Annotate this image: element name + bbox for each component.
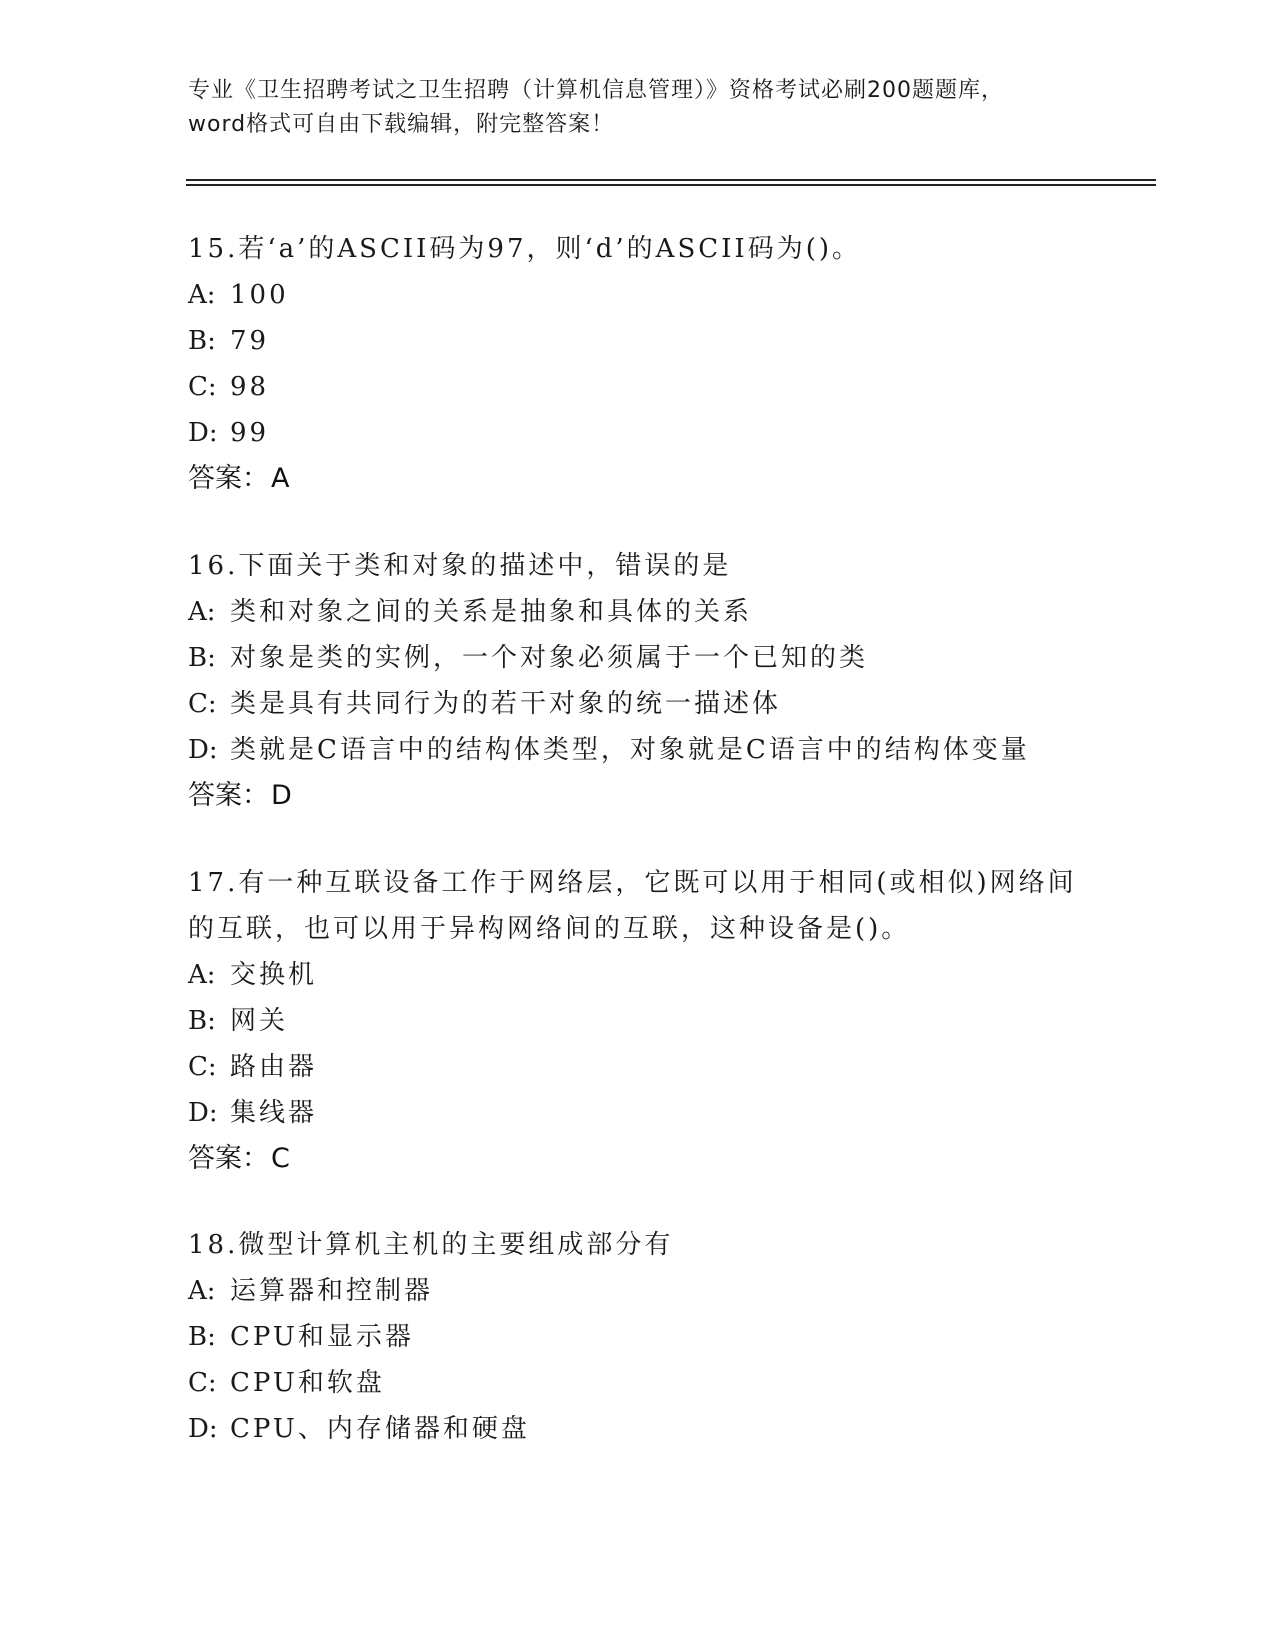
option-text: 对象是类的实例，一个对象必须属于一个已知的类: [230, 643, 869, 673]
question-text: 微型计算机主机的主要组成部分有: [238, 1230, 674, 1260]
option-d: [188, 410, 1088, 456]
option-key: C:: [188, 1368, 217, 1398]
answer-line: [188, 456, 1088, 502]
option-a: [188, 272, 1088, 318]
option-text: 类和对象之间的关系是抽象和具体的关系: [230, 597, 753, 627]
option-key: B:: [188, 326, 216, 356]
option-c: [188, 681, 1088, 727]
option-b: [188, 635, 1088, 681]
question-17: [188, 860, 1088, 1182]
answer-value: A: [271, 463, 290, 494]
option-text: 79: [230, 326, 270, 356]
question-number: 18.: [188, 1230, 239, 1260]
option-text: CPU、内存储器和硬盘: [230, 1414, 530, 1444]
document-header: [188, 74, 1088, 142]
option-b: [188, 1314, 1088, 1360]
question-number: 16.: [188, 551, 239, 581]
answer-value: C: [271, 1143, 290, 1174]
option-a: [188, 589, 1088, 635]
question-16: [188, 543, 1088, 819]
question-text: 下面关于类和对象的描述中，错误的是: [238, 551, 732, 581]
option-text: CPU和软盘: [230, 1368, 385, 1398]
option-text: 交换机: [230, 960, 318, 990]
question-stem: [188, 543, 1088, 589]
option-key: D:: [188, 1414, 218, 1444]
option-text: 运算器和控制器: [230, 1276, 434, 1306]
option-c: [188, 1044, 1088, 1090]
option-text: 99: [230, 418, 270, 448]
header-title-line-2: word格式可自由下载编辑，附完整答案！: [188, 112, 615, 137]
header-title-line-1: 专业《卫生招聘考试之卫生招聘（计算机信息管理）》资格考试必刷200题题库，: [188, 78, 1004, 103]
option-key: B:: [188, 643, 216, 673]
header-divider-bottom: [186, 184, 1156, 186]
option-text: 类就是C语言中的结构体类型，对象就是C语言中的结构体变量: [230, 735, 1030, 765]
header-divider-top: [186, 179, 1156, 181]
option-key: D:: [188, 418, 218, 448]
option-c: [188, 364, 1088, 410]
question-text: 有一种互联设备工作于网络层，它既可以用于相同(或相似)网络间: [238, 868, 1077, 898]
option-text: 100: [230, 280, 289, 310]
option-d: [188, 1406, 1088, 1452]
option-a: [188, 952, 1088, 998]
option-key: C:: [188, 1052, 217, 1082]
option-b: [188, 998, 1088, 1044]
option-text: 路由器: [230, 1052, 318, 1082]
option-a: [188, 1268, 1088, 1314]
answer-label: 答案：: [188, 1143, 269, 1174]
answer-line: [188, 1136, 1088, 1182]
option-key: A:: [188, 597, 216, 627]
question-stem: [188, 1222, 1088, 1268]
question-stem: [188, 226, 1088, 272]
option-key: A:: [188, 1276, 216, 1306]
answer-line: [188, 773, 1088, 819]
option-key: A:: [188, 280, 216, 310]
option-key: A:: [188, 960, 216, 990]
answer-label: 答案：: [188, 780, 269, 811]
question-stem-continued: 的互联，也可以用于异构网络间的互联，这种设备是()。: [188, 914, 911, 944]
option-key: C:: [188, 689, 217, 719]
option-key: B:: [188, 1322, 216, 1352]
question-number: 15.: [188, 234, 239, 264]
option-key: D:: [188, 1098, 218, 1128]
option-key: B:: [188, 1006, 216, 1036]
question-number: 17.: [188, 868, 239, 898]
option-text: 98: [230, 372, 270, 402]
option-text: 集线器: [230, 1098, 318, 1128]
option-d: [188, 727, 1088, 773]
option-text: 网关: [230, 1006, 289, 1036]
option-key: C:: [188, 372, 217, 402]
answer-value: D: [271, 780, 292, 811]
option-key: D:: [188, 735, 218, 765]
question-text: 若‘a’的ASCII码为97，则‘d’的ASCII码为()。: [238, 234, 861, 264]
option-b: [188, 318, 1088, 364]
option-c: [188, 1360, 1088, 1406]
answer-label: 答案：: [188, 463, 269, 494]
option-text: CPU和显示器: [230, 1322, 414, 1352]
question-15: [188, 226, 1088, 502]
question-18: [188, 1222, 1088, 1452]
option-d: [188, 1090, 1088, 1136]
question-stem: [188, 860, 1088, 906]
option-text: 类是具有共同行为的若干对象的统一描述体: [230, 689, 782, 719]
